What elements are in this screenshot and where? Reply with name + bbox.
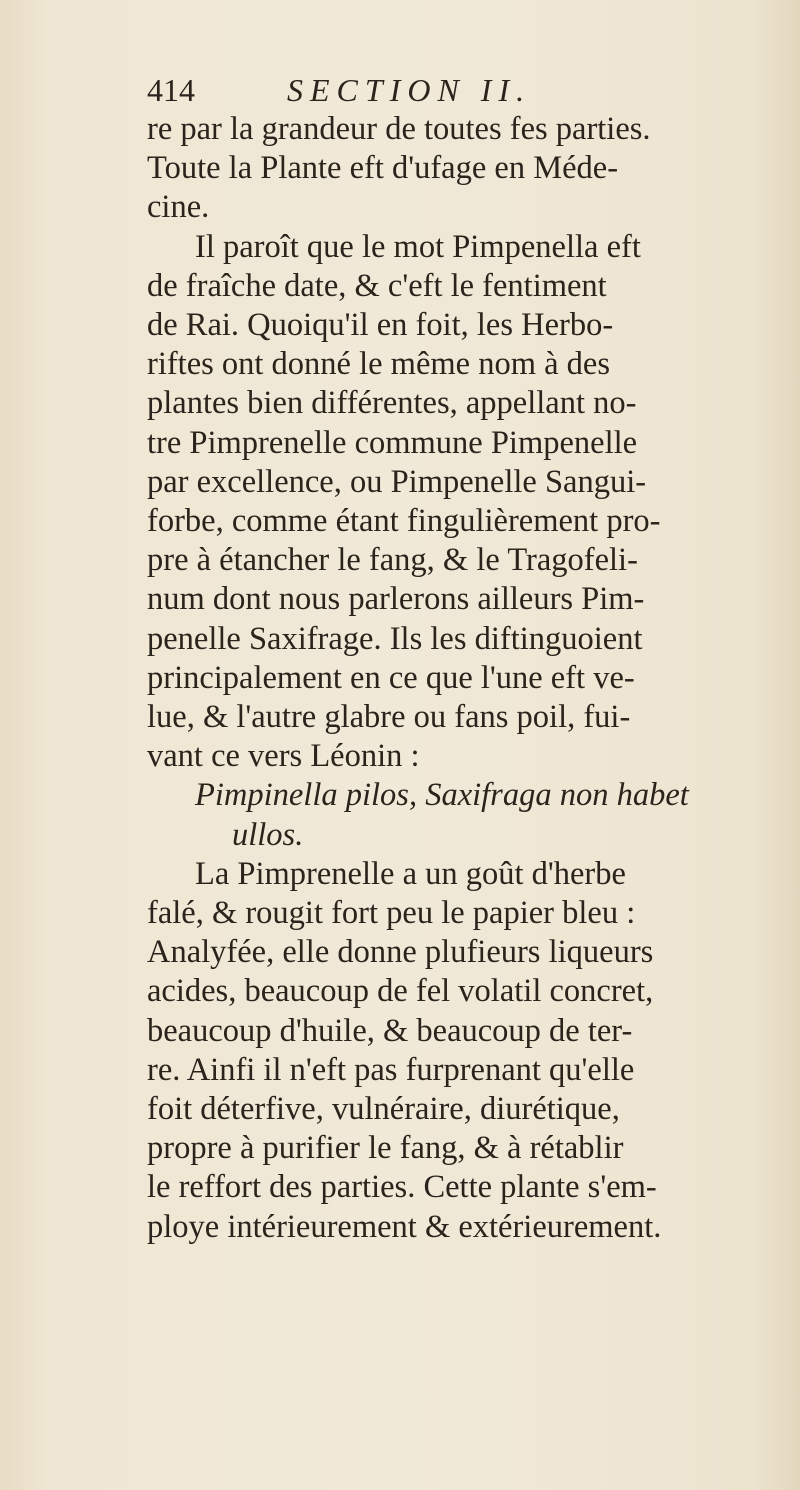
text-line: lue, & l'autre glabre ou fans poil, fui-: [147, 699, 631, 736]
paragraph-2: [147, 228, 707, 777]
text-line: penelle Saxifrage. Ils les diftinguoient: [147, 620, 643, 657]
running-header: [147, 68, 667, 112]
leonine-verse: [147, 776, 707, 854]
text-line: forbe, comme étant fingulièrement pro-: [147, 503, 661, 540]
text-line: tre Pimprenelle commune Pimpenelle: [147, 424, 638, 461]
text-line: principalement en ce que l'une eft ve-: [147, 659, 635, 696]
text-line: le reffort des parties. Cette plante s'em-: [147, 1169, 657, 1206]
text-line: re par la grandeur de toutes fes parties.: [147, 111, 651, 147]
paragraph-3: [147, 855, 707, 1247]
text-line: riftes ont donné le même nom à des: [147, 346, 610, 383]
paragraph-1: [147, 110, 707, 228]
text-line: cine.: [147, 189, 210, 226]
section-title: SECTION II.: [287, 72, 532, 108]
text-line: pre à étancher le fang, & le Tragofeli-: [147, 542, 638, 579]
text-line: Analyfée, elle donne plufieurs liqueurs: [147, 934, 654, 971]
verse-line: ullos.: [232, 816, 304, 853]
text-line: Il paroît que le mot Pimpenella eft: [195, 228, 641, 265]
text-line: par excellence, ou Pimpenelle Sangui-: [147, 463, 647, 500]
text-line: de fraîche date, & c'eft le fentiment: [147, 267, 607, 304]
text-line: num dont nous parlerons ailleurs Pim-: [147, 581, 645, 618]
verse-line: Pimpinella pilos, Saxifraga non habet: [195, 777, 689, 814]
text-line: propre à purifier le fang, & à rétablir: [147, 1130, 624, 1167]
text-line: beaucoup d'huile, & beaucoup de ter-: [147, 1012, 633, 1049]
text-line: ploye intérieurement & extérieurement.: [147, 1208, 662, 1245]
text-line: falé, & rougit fort peu le papier bleu :: [147, 895, 636, 932]
text-line: plantes bien différentes, appellant no-: [147, 385, 637, 422]
text-line: La Pimprenelle a un goût d'herbe: [195, 855, 626, 892]
text-line: re. Ainfi il n'eft pas furprenant qu'elle: [147, 1051, 635, 1088]
text-line: acides, beaucoup de fel volatil concret,: [147, 973, 654, 1010]
body-text: [147, 110, 707, 1247]
text-line: foit déterfive, vulnéraire, diurétique,: [147, 1091, 620, 1128]
text-line: Toute la Plante eft d'ufage en Méde-: [147, 150, 619, 187]
text-line: vant ce vers Léonin :: [147, 738, 420, 775]
text-line: de Rai. Quoiqu'il en foit, les Herbo-: [147, 307, 614, 344]
page-number: 414: [147, 72, 195, 108]
